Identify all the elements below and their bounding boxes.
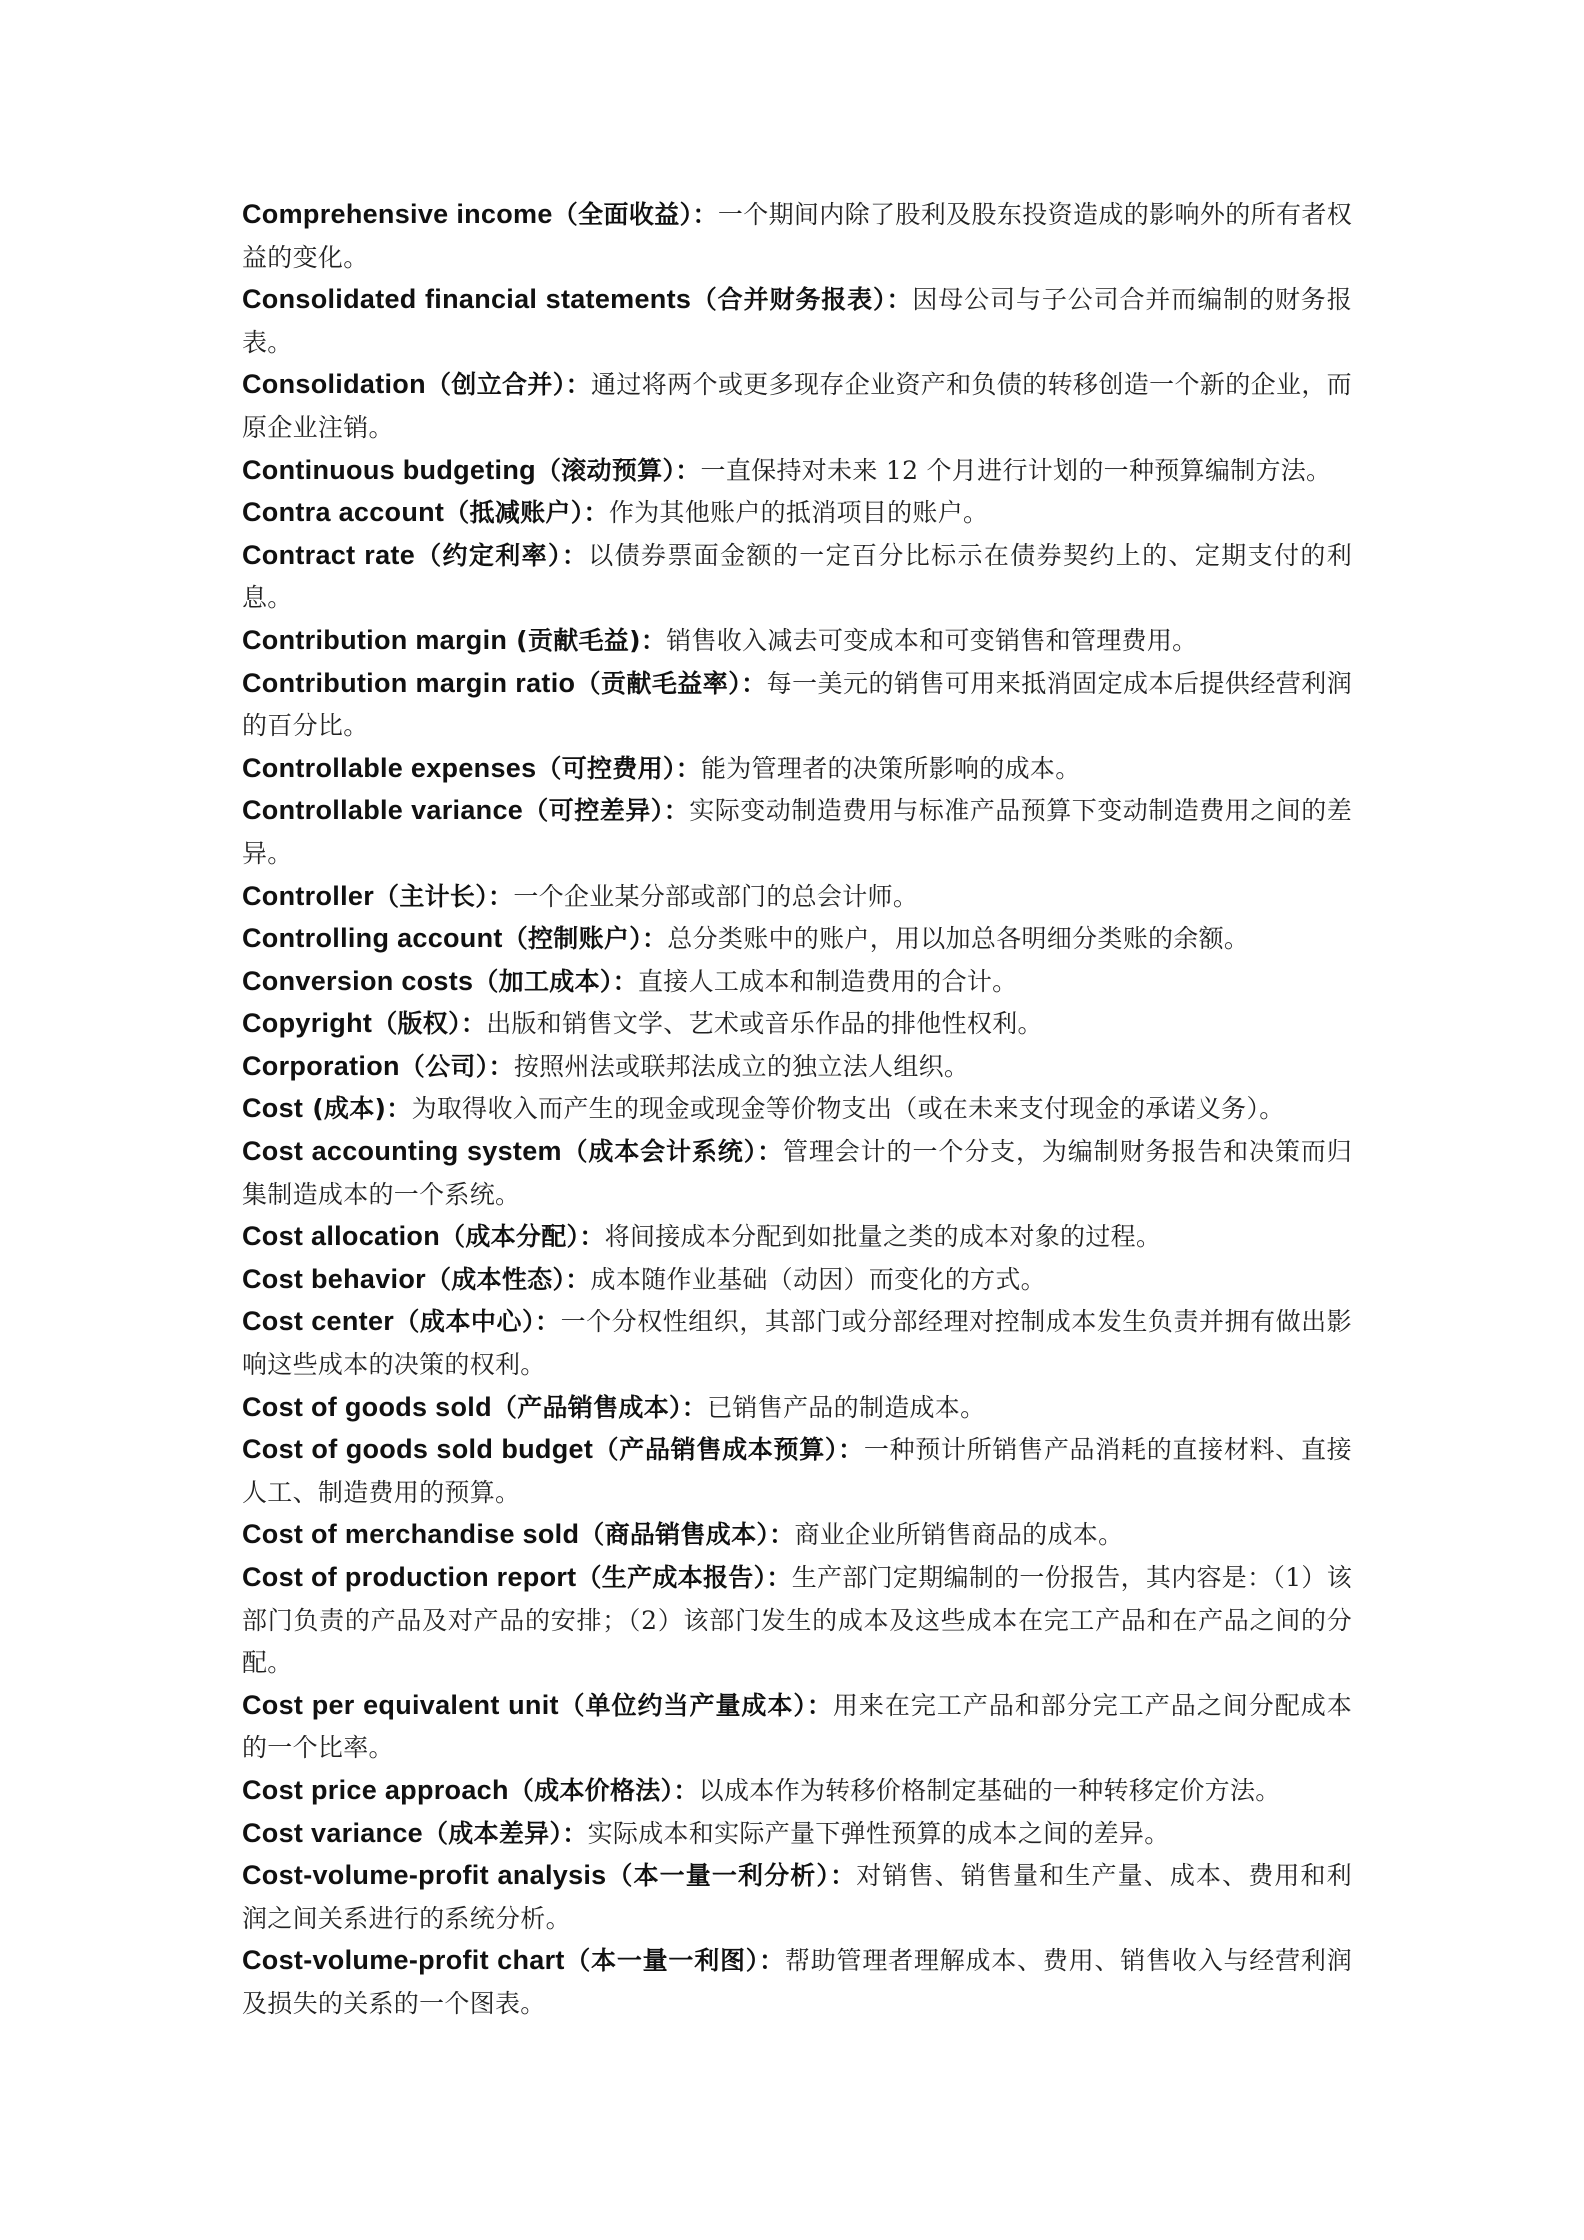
entry-term-chinese: （合并财务报表）：: [691, 285, 913, 315]
entry-definition: 出版和销售文学、艺术或音乐作品的排他性权利。: [486, 1009, 1043, 1039]
entry-definition: 总分类账中的账户，用以加总各明细分类账的余额。: [667, 924, 1250, 954]
glossary-entry: [242, 1940, 1352, 2025]
entry-term-chinese: （成本差异）：: [422, 1818, 588, 1848]
glossary-entry: [242, 1855, 1352, 1940]
entry-definition: 能为管理者的决策所影响的成本。: [701, 753, 1081, 783]
entry-term: Controlling account: [242, 923, 503, 954]
entry-term-chinese: （约定利率）：: [415, 540, 589, 570]
entry-term-chinese: （本一量一利分析）：: [606, 1861, 857, 1891]
entry-definition: 按照州法或联邦法成立的独立法人组织。: [513, 1051, 970, 1081]
entry-term-chinese: （全面收益）：: [552, 200, 718, 229]
entry-term: Cost per equivalent unit: [242, 1689, 559, 1720]
entry-term: Conversion costs: [242, 965, 474, 996]
entry-term: Cost accounting system: [242, 1136, 562, 1167]
entry-definition: 因母公司与子公司合并而编制的财务报表。: [242, 285, 1352, 357]
glossary-entry: [242, 492, 1352, 535]
entry-term-chinese: （抵减账户）：: [444, 498, 609, 528]
entry-definition: 销售收入减去可变成本和可变销售和管理费用。: [666, 625, 1198, 655]
entry-term-chinese: （滚动预算）：: [535, 455, 701, 485]
glossary-entry: [242, 1813, 1352, 1856]
glossary-entry: [242, 876, 1352, 919]
entry-term-chinese: （贡献毛益率）：: [575, 668, 767, 698]
entry-definition: 将间接成本分配到如批量之类的成本对象的过程。: [604, 1222, 1162, 1252]
entry-definition: 成本随作业基础（动因）而变化的方式。: [590, 1264, 1046, 1294]
entry-definition: 一个期间内除了股利及股东投资造成的影响外的所有者权益的变化。: [242, 200, 1352, 272]
entry-definition: 商业企业所销售商品的成本。: [794, 1520, 1124, 1550]
entry-term-chinese: （版权）：: [372, 1009, 487, 1039]
entry-term-chinese: （控制账户）：: [502, 924, 668, 954]
entry-term-chinese: （主计长）：: [374, 881, 514, 911]
entry-definition: 作为其他账户的抵消项目的账户。: [608, 498, 989, 528]
glossary-entry: [242, 663, 1352, 748]
glossary-entry: [242, 194, 1352, 279]
entry-term-chinese: (贡献毛益)：: [507, 625, 667, 655]
entry-definition: 为取得收入而产生的现金或现金等价物支出（或在未来支付现金的承诺义务）。: [411, 1094, 1285, 1124]
entry-term: Cost-volume-profit analysis: [242, 1860, 607, 1891]
entry-term-chinese: （可控费用）：: [536, 753, 701, 783]
entry-term-chinese: （可控差异）：: [523, 796, 690, 826]
entry-definition: 一直保持对未来 12 个月进行计划的一种预算编制方法。: [700, 455, 1332, 485]
glossary-entry: [242, 790, 1352, 875]
entry-term: Copyright: [242, 1008, 373, 1039]
entry-definition: 帮助管理者理解成本、费用、销售收入与经营利润及损失的关系的一个图表。: [242, 1946, 1353, 2018]
entry-term: Continuous budgeting: [242, 454, 536, 485]
entry-definition: 实际成本和实际产量下弹性预算的成本之间的差异。: [587, 1818, 1170, 1848]
entry-term-chinese: （成本价格法）：: [508, 1775, 699, 1805]
entry-definition: 实际变动制造费用与标准产品预算下变动制造费用之间的差异。: [242, 796, 1353, 868]
entry-term-chinese: （成本会计系统）：: [561, 1137, 783, 1167]
glossary-entry: [242, 1557, 1352, 1685]
entry-term-chinese: (成本)：: [303, 1094, 412, 1124]
entry-term: Contra account: [242, 497, 445, 528]
entry-definition: 每一美元的销售可用来抵消固定成本后提供经营利润的百分比。: [242, 668, 1352, 741]
glossary-entry: [242, 1131, 1352, 1216]
entry-definition: 以债券票面金额的一定百分比标示在债券契约上的、定期支付的利息。: [242, 540, 1352, 613]
glossary-entry: [242, 1685, 1352, 1770]
entry-term-chinese: （成本性态）：: [425, 1264, 591, 1294]
entry-term: Controller: [242, 880, 375, 911]
glossary-entry: [242, 1514, 1352, 1557]
entry-definition: 管理会计的一个分支，为编制财务报告和决策而归集制造成本的一个系统。: [242, 1137, 1353, 1209]
entry-term: Comprehensive income: [242, 199, 553, 229]
entry-term: Contribution margin: [242, 624, 508, 655]
entry-term: Cost variance: [242, 1817, 423, 1848]
glossary-entry: [242, 535, 1352, 620]
entry-term: Contribution margin ratio: [242, 667, 576, 698]
entry-term: Cost of production report: [242, 1562, 577, 1592]
entry-term: Cost of goods sold budget: [242, 1434, 594, 1465]
glossary-entry: [242, 279, 1352, 364]
glossary-entry: [242, 1429, 1352, 1514]
glossary-entry: [242, 1770, 1352, 1813]
entry-term: Controllable expenses: [242, 752, 537, 783]
entry-definition: 生产部门定期编制的一份报告，其内容是：（1）该部门负责的产品及对产品的安排；（2）该部门发生的成本及这些成本在完工产品和在产品之间的分配。: [242, 1563, 1353, 1678]
entry-term: Cost-volume-profit chart: [242, 1945, 565, 1976]
glossary-entry: [242, 918, 1352, 961]
entry-definition: 一个分权性组织，其部门或分部经理对控制成本发生负责并拥有做出影响这些成本的决策的权利。: [242, 1307, 1352, 1380]
entry-term: Cost center: [242, 1306, 395, 1337]
entry-term-chinese: （成本中心）：: [394, 1307, 561, 1337]
entry-term-chinese: （生产成本报告）：: [576, 1563, 792, 1592]
entry-term-chinese: （本一量一利图）：: [564, 1946, 785, 1976]
glossary-entry: [242, 1387, 1352, 1430]
entry-term-chinese: （产品销售成本）：: [491, 1392, 708, 1422]
glossary-entry: [242, 620, 1352, 663]
entry-term-chinese: （公司）：: [399, 1051, 514, 1081]
entry-term-chinese: （成本分配）：: [440, 1222, 605, 1252]
entry-term: Cost price approach: [242, 1774, 509, 1805]
entry-term-chinese: （商品销售成本）：: [579, 1520, 795, 1550]
entry-term: Corporation: [242, 1050, 400, 1081]
glossary-entry: [242, 1259, 1352, 1302]
glossary-entry: [242, 1216, 1352, 1259]
glossary-entry: [242, 364, 1352, 449]
glossary-entry: [242, 1046, 1352, 1089]
entry-term-chinese: （产品销售成本预算）：: [593, 1435, 864, 1465]
entry-definition: 用来在完工产品和部分完工产品之间分配成本的一个比率。: [242, 1690, 1352, 1763]
entry-term: Cost of merchandise sold: [242, 1519, 580, 1550]
entry-definition: 以成本作为转移价格制定基础的一种转移定价方法。: [698, 1775, 1281, 1805]
entry-definition: 对销售、销售量和生产量、成本、费用和利润之间关系进行的系统分析。: [242, 1861, 1352, 1933]
entry-term: Cost behavior: [242, 1263, 426, 1294]
glossary-entry: [242, 748, 1352, 791]
entry-term: Controllable variance: [242, 795, 524, 826]
entry-definition: 一种预计所销售产品消耗的直接材料、直接人工、制造费用的预算。: [242, 1435, 1352, 1507]
glossary-entry: [242, 961, 1352, 1004]
glossary-page: [242, 194, 1352, 2026]
entry-definition: 通过将两个或更多现存企业资产和负债的转移创造一个新的企业，而原企业注销。: [242, 370, 1352, 442]
glossary-entry: [242, 1003, 1352, 1046]
entry-definition: 一个企业某分部或部门的总会计师。: [513, 881, 919, 911]
entry-definition: 直接人工成本和制造费用的合计。: [637, 966, 1018, 996]
entry-term: Cost allocation: [242, 1221, 441, 1252]
entry-term: Consolidation: [242, 369, 426, 400]
glossary-entry: [242, 1301, 1352, 1386]
entry-term: Consolidated financial statements: [242, 284, 692, 315]
entry-term-chinese: （加工成本）：: [473, 966, 638, 996]
glossary-entry: [242, 1088, 1352, 1131]
entry-term: Cost: [242, 1093, 304, 1124]
entry-term-chinese: （创立合并）：: [425, 370, 592, 400]
entry-term-chinese: （单位约当产量成本）：: [558, 1690, 833, 1720]
entry-definition: 已销售产品的制造成本。: [707, 1392, 986, 1422]
entry-term: Contract rate: [242, 539, 416, 570]
glossary-entry: [242, 450, 1352, 493]
entry-term: Cost of goods sold: [242, 1391, 492, 1422]
